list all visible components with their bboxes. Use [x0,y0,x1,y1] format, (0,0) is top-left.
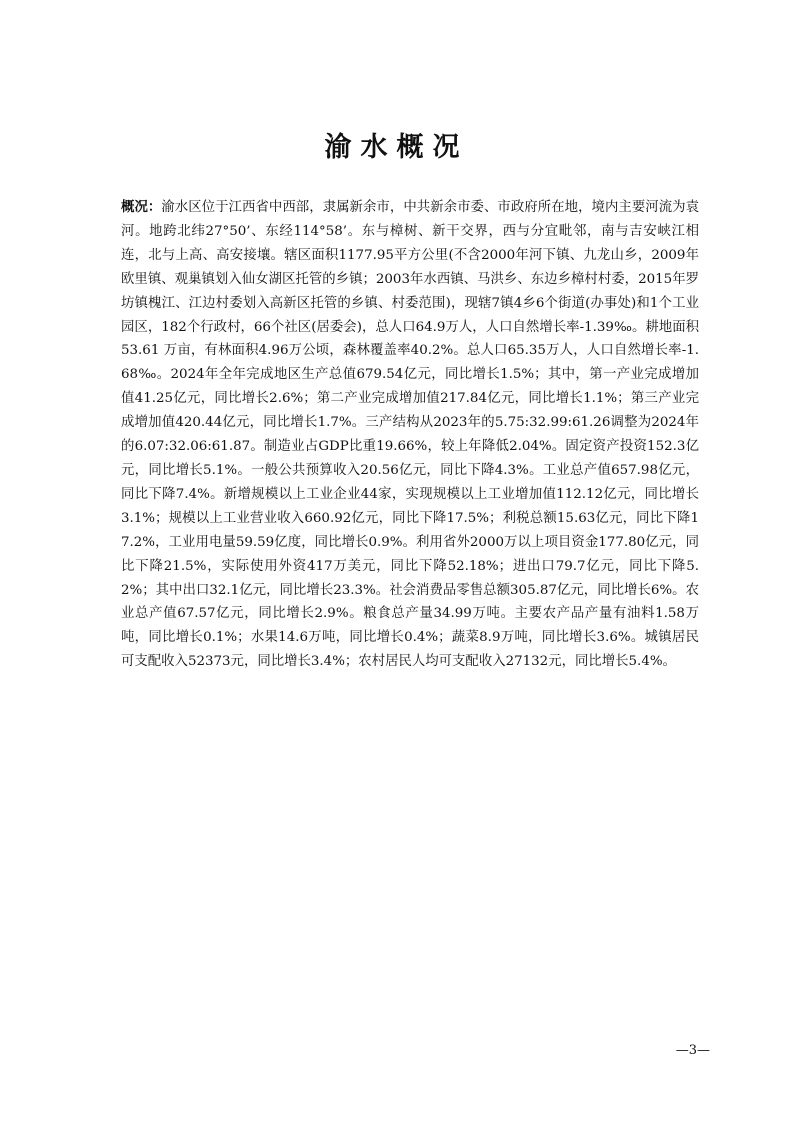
overview-paragraph [121,196,699,674]
page-number: —3— [675,1043,710,1058]
lead-label: 概况： [121,200,162,215]
overview-body-text: 渝水区位于江西省中西部，隶属新余市，中共新余市委、市政府所在地，境内主要河流为袁河。地跨北纬27°50’、东经114°58’。东与樟树、新干交界，西与分宜毗邻，南与吉安峡江相连，北与上高、高安接壤。辖区面积1177.95平方公里(不含2000年河下镇、九龙山乡，2009年欧里镇、观巢镇划入仙女湖区托管的乡镇；2003年水西镇、马洪乡、东边乡樟村村委，2015年罗坊镇槐江、江边村委划入高新区托管的乡镇、村委范围)，现辖7镇4乡6个街道(办事处)和1个工业园区，182个行政村，66个社区(居委会)，总人口64.9万人，人口自然增长率-1.39‰。耕地面积53.61 万亩，有林面积4.96万公顷，森林覆盖率40.2%。总人口65.35万人，人口自然增长率-1.68‰。2024年全年完成地区生产总值679.54亿元，同比增长1.5%；其中，第一产业完成增加值41.25亿元，同比增长2.6%；第二产业完成增加值217.84亿元，同比增长1.1%；第三产业完成增加值420.44亿元，同比增长1.7%。三产结构从2023年的5.75:32.99:61.26调整为2024年的6.07:32.06:61.87。制造业占GDP比重19.66%，较上年降低2.04%。固定资产投资152.3亿元，同比增长5.1%。一般公共预算收入20.56亿元，同比下降4.3%。工业总产值657.98亿元，同比下降7.4%。新增规模以上工业企业44家，实现规模以上工业增加值112.12亿元，同比增长3.1%；规模以上工业营业收入660.92亿元，同比下降17.5%；利税总额15.63亿元，同比下降17.2%，工业用电量59.59亿度，同比增长0.9%。利用省外2000万以上项目资金177.80亿元，同比下降21.5%，实际使用外资417万美元，同比下降52.18%；进出口79.7亿元，同比下降5.2%；其中出口32.1亿元，同比增长23.3%。社会消费品零售总额305.87亿元，同比增长6%。农业总产值67.57亿元，同比增长2.9%。粮食总产量34.99万吨。主要农产品产量有油料1.58万吨，同比增长0.1%；水果14.6万吨，同比增长0.4%；蔬菜8.9万吨，同比增长3.6%。城镇居民可支配收入52373元，同比增长3.4%；农村居民人均可支配收入27132元，同比增长5.4%。 [121,200,700,670]
page-title: 渝水概况 [324,132,469,163]
